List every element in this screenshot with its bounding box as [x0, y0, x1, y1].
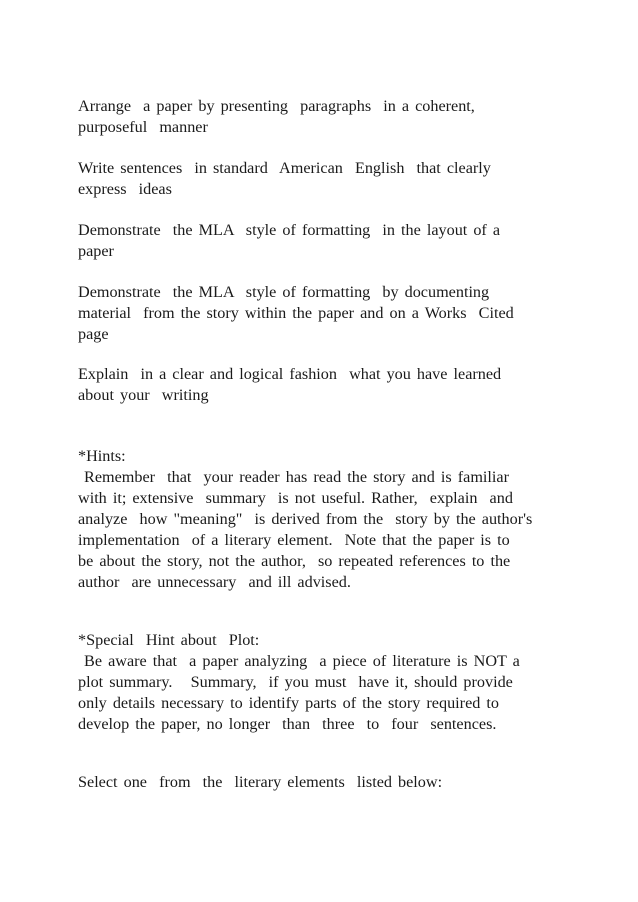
- select-element-instruction: Select one from the literary elements listed below:: [78, 773, 443, 791]
- plot-hint-heading: *Special Hint about Plot:: [78, 631, 260, 649]
- hints-paragraph: Remember that your reader has read the story and is familiar with it; extensive summary is not useful. Rather, explain and analyze how "meaning" is derived from the story by the author's implementation of a literary element. Note that the paper is to be about the story, not the author, so repeated references to the author are unnecessary and ill advised.: [78, 468, 533, 591]
- objective-explain-learning: Explain in a clear and logical fashion what you have learned about your writing: [78, 365, 502, 404]
- hints-heading: *Hints:: [78, 447, 126, 465]
- objective-arrange-paragraphs: Arrange a paper by presenting paragraphs in a coherent, purposeful manner: [78, 97, 475, 136]
- objective-mla-documenting: Demonstrate the MLA style of formatting by documenting material from the story within the paper and on a Works Cited page: [78, 283, 514, 343]
- plot-hint-paragraph: Be aware that a paper analyzing a piece of literature is NOT a plot summary. Summary, if you must have it, should provide only details necessary to identify parts of the story required to develop the paper, no longer than three to four sentences.: [78, 652, 520, 733]
- objective-standard-english: Write sentences in standard American English that clearly express ideas: [78, 159, 491, 198]
- objective-mla-layout: Demonstrate the MLA style of formatting in the layout of a paper: [78, 221, 501, 260]
